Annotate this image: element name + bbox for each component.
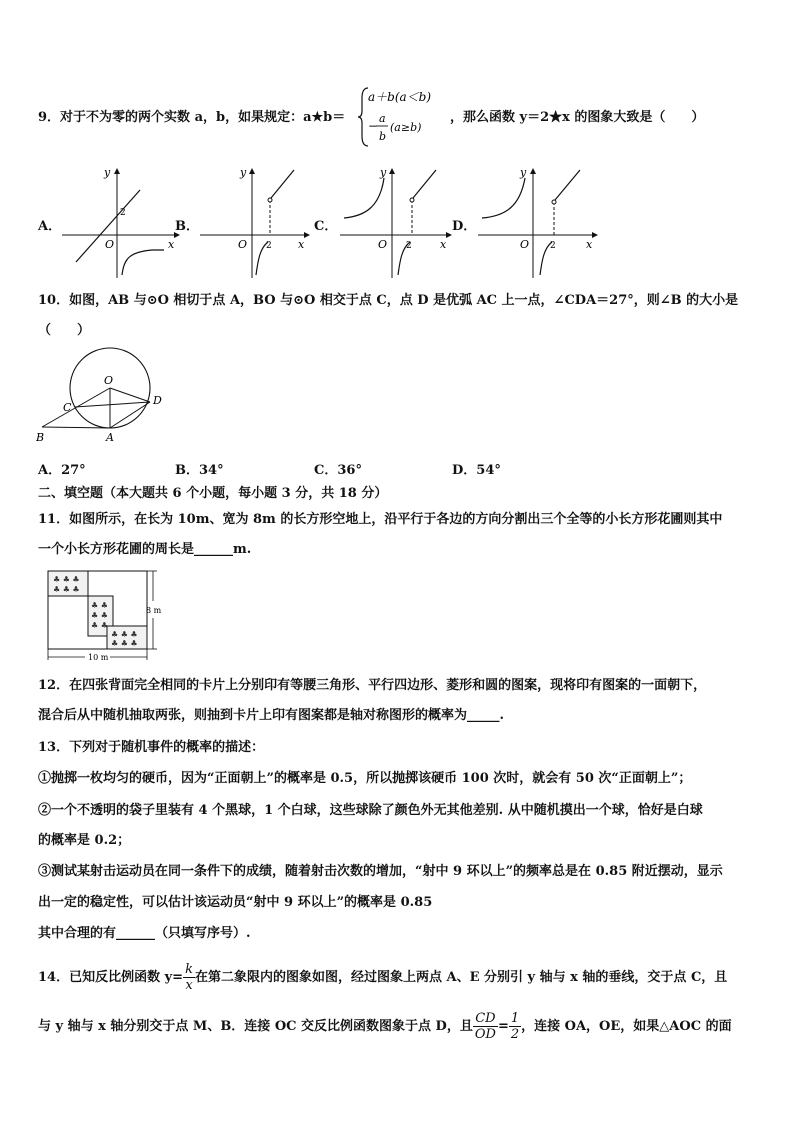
q10-point-a: A xyxy=(106,431,114,444)
q14-line2 xyxy=(38,1011,732,1042)
svg-text:♣ ♣: ♣ ♣ xyxy=(91,611,108,620)
svg-text:♣ ♣: ♣ ♣ xyxy=(91,601,108,610)
svg-text:♣ ♣ ♣: ♣ ♣ ♣ xyxy=(111,639,138,648)
q10-line2: （ ） xyxy=(38,323,91,338)
q9-option-a-label: A． xyxy=(38,219,62,234)
q9-a-origin: O xyxy=(105,238,115,251)
q9-suffix: ，那么函数 y＝2★x 的图象大致是（ ） xyxy=(450,110,705,125)
q9-case2-sign: − xyxy=(368,119,379,133)
q11-dim-h: 8 m xyxy=(146,606,162,615)
q9-b-y-label: y xyxy=(240,166,247,179)
q9-a-tick: 2 xyxy=(120,208,126,218)
q14-x: x xyxy=(185,978,193,993)
q14-half-den: 2 xyxy=(510,1027,520,1042)
q14-line1 xyxy=(38,962,727,993)
q10-point-d: D xyxy=(153,394,162,407)
q10-point-c: C xyxy=(63,401,72,414)
q9-option-d-graph[interactable] xyxy=(478,160,598,278)
q9-option-d-label: D． xyxy=(452,219,477,234)
q9-case2-cond: (a≥b) xyxy=(390,121,422,134)
q9-d-y-label: y xyxy=(520,166,527,179)
q9-case2-num: a xyxy=(379,112,386,125)
q11-figure xyxy=(40,568,172,664)
q14-line2-prefix: 与 y 轴与 x 轴分别交于点 M、B．连接 OC 交反比例函数图象于点 D，且 xyxy=(38,1019,473,1034)
q9-d-origin: O xyxy=(520,238,530,251)
svg-text:♣ ♣: ♣ ♣ xyxy=(91,621,108,630)
q14-rest1: 在第二象限内的图象如图，经过图象上两点 A、E 分别引 y 轴与 x 轴的垂线，交于点 C，且 xyxy=(194,970,728,985)
q9-option-c-graph[interactable] xyxy=(340,160,452,278)
q14-k-over-x xyxy=(183,962,195,993)
q9-b-tick: 2 xyxy=(266,241,272,251)
q10-figure xyxy=(36,344,176,446)
q9-case1: a＋b(a＜b) xyxy=(368,90,432,104)
q9-a-y-label: y xyxy=(104,166,111,179)
q14-line2-suffix: ，连接 OA，OE，如果△AOC 的面 xyxy=(521,1019,732,1034)
q12-line1: 12．在四张背面完全相同的卡片上分别印有等腰三角形、平行四边形、菱形和圆的图案，现将印有图案的一面朝下， xyxy=(38,678,707,693)
q9-option-a-graph[interactable] xyxy=(62,160,180,278)
q9-a-x-label: x xyxy=(168,238,175,251)
q13-item3a: ③测试某射击运动员在同一条件下的成绩，随着射击次数的增加，“射中 9 环以上”的频率总是在 0.85 附近摆动，显示 xyxy=(38,864,723,879)
q13-item2a: ②一个不透明的袋子里装有 4 个黑球，1 个白球，这些球除了颜色外无其他差别. 从中随机摸出一个球，恰好是白球 xyxy=(38,803,703,818)
svg-text:♣ ♣ ♣: ♣ ♣ ♣ xyxy=(53,575,80,584)
q14-half-num: 1 xyxy=(510,1011,520,1026)
q9-option-b-graph[interactable] xyxy=(200,160,310,278)
q13-item1: ①抛掷一枚均匀的硬币，因为“正面朝上”的概率是 0.5，所以抛掷该硬币 100 次时，就会有 50 次“正面朝上”； xyxy=(38,771,692,786)
q10-point-o: O xyxy=(104,374,114,387)
q14-cd: CD xyxy=(473,1011,498,1027)
q10-option-c[interactable]: C．36° xyxy=(314,463,362,478)
q13-item3b: 出一定的稳定性，可以估计该运动员“射中 9 环以上”的概率是 0.85 xyxy=(38,895,433,910)
q9-b-origin: O xyxy=(238,238,248,251)
q10-option-a[interactable]: A．27° xyxy=(38,463,86,478)
q9-option-b-label: B． xyxy=(175,219,199,234)
q9-piecewise-definition xyxy=(358,84,448,150)
q9-prefix: 9．对于不为零的两个实数 a，b，如果规定：a★b＝ xyxy=(38,110,346,125)
q14-od: OD xyxy=(474,1027,496,1042)
q9-c-origin: O xyxy=(378,238,388,251)
q10-option-d[interactable]: D．54° xyxy=(452,463,501,478)
q12-line2: 混合后从中随机抽取两张，则抽到卡片上印有图案都是轴对称图形的概率为_____. xyxy=(38,708,505,723)
q13-line1: 13．下列对于随机事件的概率的描述： xyxy=(38,740,265,755)
svg-text:♣ ♣ ♣: ♣ ♣ ♣ xyxy=(111,630,138,639)
q11-line1: 11．如图所示，在长为 10m、宽为 8m 的长方形空地上，沿平行于各边的方向分割出三个全等的小长方形花圃则其中 xyxy=(38,512,723,527)
q11-dim-w: 10 m xyxy=(88,653,109,662)
q11-line2: 一个小长方形花圃的周长是______m. xyxy=(38,542,252,557)
q9-option-c-label: C． xyxy=(314,219,338,234)
q10-point-b: B xyxy=(36,431,45,444)
q9-c-y-label: y xyxy=(380,166,387,179)
q14-eq: = xyxy=(497,1019,509,1034)
q9-case2-den: b xyxy=(379,130,387,143)
q9-d-x-label: x xyxy=(586,238,593,251)
q14-cd-over-od xyxy=(473,1011,498,1042)
q13-item2b: 的概率是 0.2； xyxy=(38,833,131,848)
q9-d-tick: 2 xyxy=(550,241,556,251)
section-heading: 二、填空题（本大题共 6 个小题，每小题 3 分，共 18 分） xyxy=(38,486,388,501)
q14-one-half xyxy=(509,1011,521,1042)
q9-c-tick: 2 xyxy=(406,241,412,251)
q9-c-x-label: x xyxy=(440,238,447,251)
q13-answer: 其中合理的有______（只填写序号）. xyxy=(38,926,251,941)
svg-text:♣ ♣ ♣: ♣ ♣ ♣ xyxy=(53,585,80,594)
q9-b-x-label: x xyxy=(298,238,305,251)
q10-option-b[interactable]: B．34° xyxy=(175,463,224,478)
q14-prefix: 14．已知反比例函数 y= xyxy=(38,970,184,985)
q14-k: k xyxy=(185,962,193,977)
q10-line1: 10．如图，AB 与⊙O 相切于点 A，BO 与⊙O 相交于点 C，点 D 是优弧 AC 上一点，∠CDA＝27°，则∠B 的大小是 xyxy=(38,293,739,308)
